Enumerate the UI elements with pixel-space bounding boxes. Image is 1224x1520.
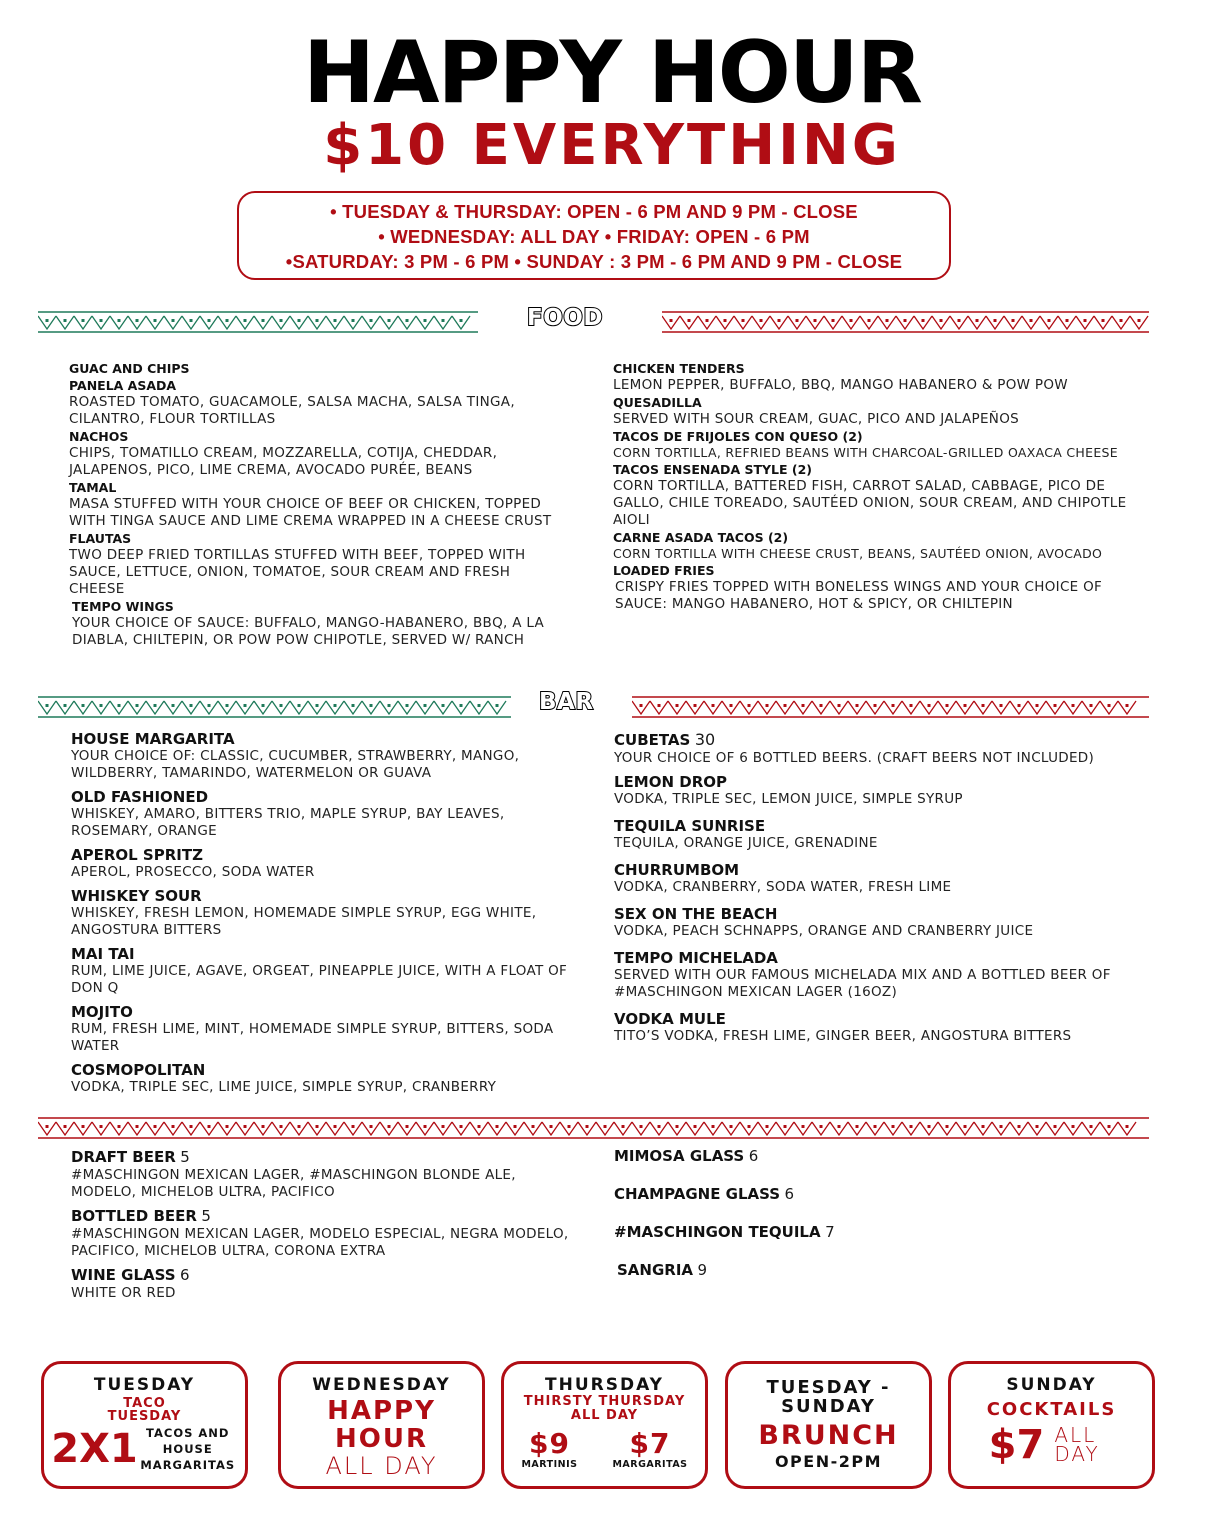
menu-item-name: TACOS DE FRIJOLES CON QUESO (2) [613, 429, 863, 444]
menu-item-desc: CHIPS, TOMATILLO CREAM, MOZZARELLA, COTIJA, CHEDDAR, JALAPENOS, PICO, LIME CREMA, AVOCADO PURÉE, BEANS [69, 445, 498, 478]
list-item [614, 905, 1149, 940]
card-day: TUESDAY [93, 1375, 196, 1395]
list-item [71, 1061, 576, 1096]
menu-item-name: WINE GLASS [71, 1266, 176, 1284]
menu-item-name: TAMAL [69, 480, 117, 495]
menu-item-name: MOJITO [71, 1003, 133, 1021]
card-big-text: HAPPY [327, 1396, 436, 1426]
menu-item-name: OLD FASHIONED [71, 788, 209, 806]
drinks-right-column [614, 1147, 1149, 1299]
menu-item-name: APEROL SPRITZ [71, 846, 203, 864]
menu-item-desc: WHISKEY, AMARO, BITTERS TRIO, MAPLE SYRUP, BAY LEAVES, ROSEMARY, ORANGE [71, 806, 505, 839]
list-item [71, 887, 576, 939]
menu-item-name: QUESADILLA [613, 395, 702, 410]
card-detail: MARGARITAS [612, 1459, 688, 1470]
menu-item-desc: YOUR CHOICE OF: CLASSIC, CUCUMBER, STRAWBERRY, MANGO, WILDBERRY, TAMARINDO, WATERMELON OR GUAVA [71, 748, 520, 781]
menu-item-name: HOUSE MARGARITA [71, 730, 235, 748]
menu-item-price: 5 [201, 1207, 211, 1225]
list-item [71, 945, 576, 997]
menu-item-name: CHAMPAGNE GLASS [614, 1185, 781, 1203]
menu-item-desc: VODKA, TRIPLE SEC, LIME JUICE, SIMPLE SYRUP, CRANBERRY [71, 1079, 497, 1095]
menu-item-price: 6 [748, 1147, 759, 1165]
card-day: WEDNESDAY [312, 1375, 451, 1395]
menu-item-name: SEX ON THE BEACH [614, 905, 778, 923]
menu-item-desc: CORN TORTILLA, BATTERED FISH, CARROT SALAD, CABBAGE, PICO DE GALLO, CHILE TOREADO, SAUTÉED ONION, SOUR CREAM, AND CHIPOTLE AIOLI [613, 478, 1127, 528]
menu-item-desc: VODKA, PEACH SCHNAPPS, ORANGE AND CRANBERRY JUICE [614, 923, 1034, 939]
list-item [614, 949, 1149, 1001]
special-card-tuesday [41, 1361, 248, 1489]
menu-item-desc: SERVED WITH SOUR CREAM, GUAC, PICO AND JALAPEÑOS [613, 411, 1020, 427]
list-item [71, 1003, 576, 1055]
list-item [614, 1185, 1149, 1223]
card-detail: OPEN-2PM [774, 1452, 883, 1471]
menu-item-price: 9 [697, 1261, 708, 1279]
menu-item-name: DRAFT BEER [71, 1148, 176, 1166]
list-item [614, 817, 1149, 852]
list-item [71, 846, 576, 881]
menu-item-price: 5 [180, 1148, 190, 1166]
hours-line: •SATURDAY: 3 PM - 6 PM • SUNDAY : 3 PM - 6 PM AND 9 PM - CLOSE [285, 251, 903, 272]
list-item [71, 788, 576, 840]
menu-item-desc: MASA STUFFED WITH YOUR CHOICE OF BEEF OR CHICKEN, TOPPED WITH TINGA SAUCE AND LIME CREMA WRAPPED IN A CHEESE CRUST [69, 496, 552, 529]
card-big-text: HOUR [335, 1424, 428, 1454]
menu-item-desc: VODKA, TRIPLE SEC, LEMON JUICE, SIMPLE SYRUP [614, 791, 963, 807]
list-item [71, 1266, 576, 1302]
menu-item-desc: VODKA, CRANBERRY, SODA WATER, FRESH LIME [614, 879, 952, 895]
list-item [614, 861, 1149, 896]
menu-item-desc: CORN TORTILLA, REFRIED BEANS WITH CHARCOAL-GRILLED OAXACA CHEESE [613, 445, 1118, 460]
decorative-border-red [662, 309, 1149, 335]
special-card-sunday [948, 1361, 1155, 1489]
menu-item-name: CARNE ASADA TACOS (2) [613, 530, 789, 545]
decorative-border-red [38, 1115, 1149, 1141]
menu-item-desc: CRISPY FRIES TOPPED WITH BONELESS WINGS AND YOUR CHOICE OF SAUCE: MANGO HABANERO, HOT & SPICY, OR CHILTEPIN [615, 579, 1103, 612]
menu-item-desc: YOUR CHOICE OF SAUCE: BUFFALO, MANGO-HABANERO, BBQ, A LA DIABLA, CHILTEPIN, OR POW POW CHIPOTLE, SERVED W/ RANCH [72, 615, 544, 648]
menu-item-desc: ROASTED TOMATO, GUACAMOLE, SALSA MACHA, SALSA TINGA, CILANTRO, FLOUR TORTILLAS [69, 394, 515, 427]
special-card-wednesday [278, 1361, 485, 1489]
menu-item-name: CHURRUMBOM [614, 861, 740, 879]
card-big-text: $7 [988, 1422, 1045, 1468]
menu-item-name: CHICKEN TENDERS [613, 361, 745, 376]
hours-line: • WEDNESDAY: ALL DAY • FRIDAY: OPEN - 6 PM [378, 226, 810, 247]
menu-item-name: TACOS ENSENADA STYLE (2) [613, 462, 813, 477]
menu-item-name: FLAUTAS [69, 531, 132, 546]
list-item [614, 730, 1149, 767]
card-big-text: 2X1 [51, 1426, 138, 1472]
menu-item-name: WHISKEY SOUR [71, 887, 202, 905]
menu-item-name: GUAC AND CHIPS [69, 361, 190, 376]
list-item [614, 1147, 1149, 1185]
menu-item-desc: WHISKEY, FRESH LEMON, HOMEMADE SIMPLE SYRUP, EGG WHITE, ANGOSTURA BITTERS [71, 905, 537, 938]
bar-left-column [71, 730, 576, 1102]
menu-item-name: BOTTLED BEER [71, 1207, 197, 1225]
decorative-border-green [38, 694, 511, 720]
page-subtitle: $10 EVERYTHING [323, 113, 901, 178]
menu-item-name: PANELA ASADA [69, 378, 177, 393]
menu-item-name: NACHOS [69, 429, 129, 444]
page-title: HAPPY HOUR [303, 23, 921, 123]
hours-box [237, 191, 951, 280]
list-item [614, 1010, 1149, 1045]
menu-item-name: LEMON DROP [614, 773, 728, 791]
card-detail: ALL DAY [1054, 1423, 1100, 1466]
menu-item-price: 30 [694, 730, 716, 749]
list-item [614, 1261, 1149, 1299]
menu-item-desc: SERVED WITH OUR FAMOUS MICHELADA MIX AND A BOTTLED BEER OF #MASCHINGON MEXICAN LAGER (16OZ) [614, 967, 1111, 1000]
card-price: $9 [529, 1427, 570, 1460]
list-item [71, 1207, 576, 1260]
menu-item-name: TEMPO MICHELADA [614, 949, 778, 967]
drinks-left-column [71, 1148, 576, 1308]
card-detail: MARTINIS [521, 1459, 578, 1470]
list-item [614, 1223, 1149, 1261]
menu-item-name: MIMOSA GLASS [614, 1147, 745, 1165]
menu-item-desc: #MASCHINGON MEXICAN LAGER, MODELO ESPECIAL, NEGRA MODELO, PACIFICO, MICHELOB ULTRA, CORONA EXTRA [71, 1226, 569, 1259]
menu-item-price: 7 [825, 1223, 835, 1241]
special-card-thursday [501, 1361, 708, 1489]
card-price: $7 [629, 1427, 671, 1460]
hours-line: • TUESDAY & THURSDAY: OPEN - 6 PM AND 9 PM - CLOSE [330, 201, 858, 222]
menu-item-desc: YOUR CHOICE OF 6 BOTTLED BEERS. (CRAFT BEERS NOT INCLUDED) [614, 750, 1095, 766]
menu-item-name: TEMPO WINGS [72, 599, 174, 614]
card-big-text: BRUNCH [758, 1420, 899, 1451]
menu-item-desc: WHITE OR RED [71, 1285, 176, 1301]
menu-item-name: SANGRIA [617, 1261, 694, 1279]
card-day: THURSDAY [545, 1375, 664, 1395]
menu-item-desc: TITO’S VODKA, FRESH LIME, GINGER BEER, ANGOSTURA BITTERS [614, 1028, 1072, 1044]
list-item [71, 730, 576, 782]
card-subtitle: COCKTAILS [986, 1399, 1117, 1420]
menu-item-desc: RUM, LIME JUICE, AGAVE, ORGEAT, PINEAPPLE JUICE, WITH A FLOAT OF DON Q [71, 963, 568, 996]
menu-item-desc: LEMON PEPPER, BUFFALO, BBQ, MANGO HABANERO & POW POW [613, 377, 1068, 393]
menu-item-price: 6 [784, 1185, 795, 1203]
menu-item-desc: CORN TORTILLA WITH CHEESE CRUST, BEANS, SAUTÉED ONION, AVOCADO [613, 546, 1103, 561]
card-subtitle: TACO TUESDAY [107, 1396, 182, 1424]
menu-item-desc: APEROL, PROSECCO, SODA WATER [71, 864, 315, 880]
menu-item-desc: TWO DEEP FRIED TORTILLAS STUFFED WITH BEEF, TOPPED WITH SAUCE, LETTUCE, ONION, TOMATOE, SOUR CREAM AND FRESH CHEESE [69, 547, 526, 597]
bar-section-label: BAR [539, 689, 594, 715]
card-detail: ALL DAY [325, 1452, 438, 1480]
decorative-border-green [38, 309, 478, 335]
special-card-brunch [725, 1361, 932, 1489]
card-day: SUNDAY [1006, 1375, 1097, 1395]
menu-item-desc: TEQUILA, ORANGE JUICE, GRENADINE [614, 835, 878, 851]
menu-item-name: MAI TAI [71, 945, 135, 963]
food-left-column [69, 360, 569, 649]
list-item [614, 773, 1149, 808]
menu-item-name: TEQUILA SUNRISE [614, 817, 766, 835]
menu-item-name: COSMOPOLITAN [71, 1061, 206, 1079]
list-item [71, 1148, 576, 1201]
bar-right-column [614, 730, 1149, 1051]
menu-item-name: CUBETAS [614, 731, 691, 749]
menu-item-name: VODKA MULE [614, 1010, 726, 1028]
menu-item-name: LOADED FRIES [613, 563, 715, 578]
menu-item-desc: RUM, FRESH LIME, MINT, HOMEMADE SIMPLE SYRUP, BITTERS, SODA WATER [71, 1021, 554, 1054]
food-right-column [613, 360, 1153, 613]
decorative-border-red [632, 694, 1149, 720]
card-detail: TACOS AND HOUSE MARGARITAS [140, 1426, 236, 1472]
food-section-label: FOOD [527, 305, 603, 331]
menu-item-desc: #MASCHINGON MEXICAN LAGER, #MASCHINGON BLONDE ALE, MODELO, MICHELOB ULTRA, PACIFICO [71, 1167, 516, 1200]
card-subtitle: THIRSTY THURSDAY ALL DAY [523, 1394, 686, 1423]
card-day: TUESDAY - SUNDAY [766, 1377, 891, 1417]
menu-item-name: #MASCHINGON TEQUILA [614, 1223, 821, 1241]
menu-item-price: 6 [180, 1266, 190, 1284]
